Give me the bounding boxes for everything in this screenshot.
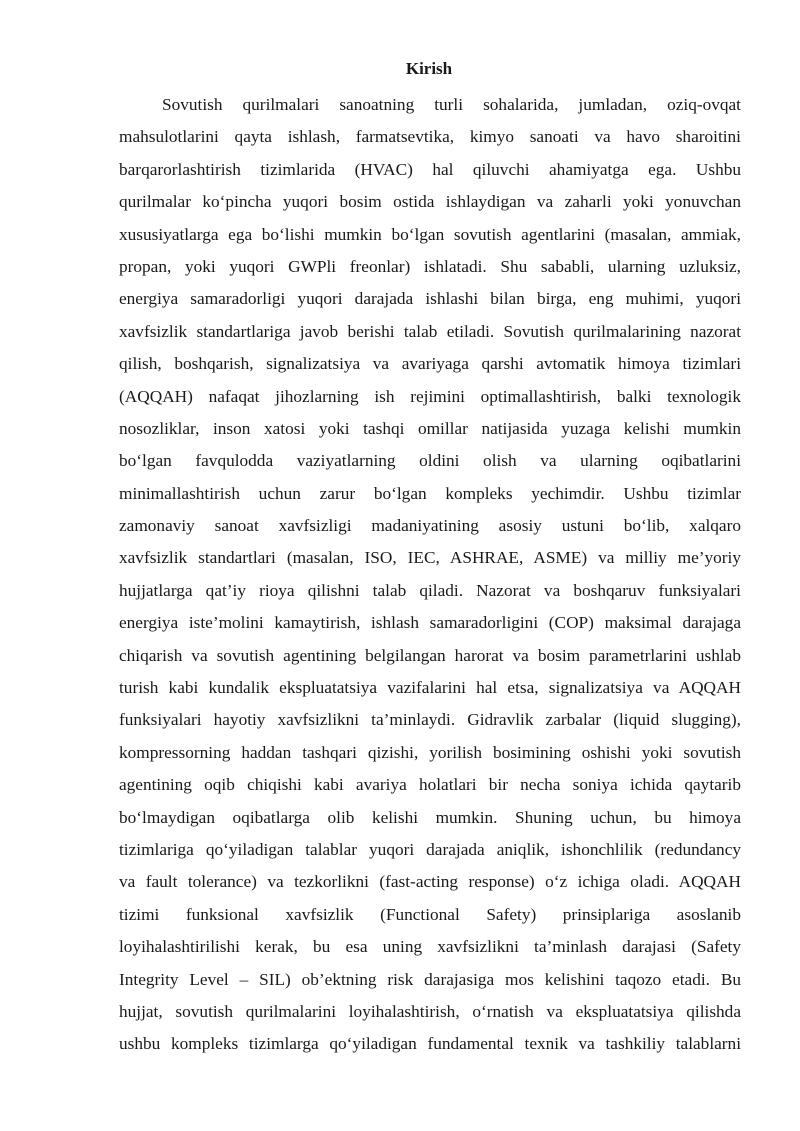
text-line: minimallashtirish uchun zarur bo‘lgan kompleks yechimdir. Ushbu tizimlar [119, 483, 741, 503]
text-line: funksiyalari hayotiy xavfsizlikni ta’minlaydi. Gidravlik zarbalar (liquid slugging), [119, 710, 741, 730]
text-line: tizimlariga qo‘yiladigan talablar yuqori darajada aniqlik, ishonchlilik (redundancy [119, 839, 741, 859]
text-line: chiqarish va sovutish agentining belgilangan harorat va bosim parametrlarini ushlab [119, 645, 741, 665]
text-line: loyihalashtirilishi kerak, bu esa uning xavfsizlikni ta’minlash darajasi (Safety [119, 937, 741, 957]
text-line: propan, yoki yuqori GWPli freonlar) ishlatadi. Shu sababli, ularning uzluksiz, [119, 256, 741, 276]
text-line: zamonaviy sanoat xavfsizligi madaniyatining asosiy ustuni bo‘lib, xalqaro [119, 516, 741, 536]
text-line: energiya iste’molini kamaytirish, ishlash samaradorligini (COP) maksimal darajaga [119, 613, 741, 633]
text-line: hujjatlarga qat’iy rioya qilishni talab qiladi. Nazorat va boshqaruv funksiyalari [119, 580, 741, 600]
text-line: barqarorlashtirish tizimlarida (HVAC) hal qiluvchi ahamiyatga ega. Ushbu [119, 159, 741, 179]
text-line: xavfsizlik standartlari (masalan, ISO, IEC, ASHRAE, ASME) va milliy me’yoriy [119, 548, 741, 568]
text-line: Integrity Level – SIL) ob’ektning risk darajasiga mos kelishini taqozo etadi. Bu [119, 969, 741, 989]
body-paragraph [119, 94, 741, 1066]
text-line: mahsulotlarini qayta ishlash, farmatsevtika, kimyo sanoati va havo sharoitini [119, 127, 741, 147]
text-line: xususiyatlarga ega bo‘lishi mumkin bo‘lgan sovutish agentlarini (masalan, ammiak, [119, 224, 741, 244]
text-line: Sovutish qurilmalari sanoatning turli sohalarida, jumladan, oziq-ovqat [162, 95, 741, 114]
text-line: (AQQAH) nafaqat jihozlarning ish rejimini optimallashtirish, balki texnologik [119, 386, 741, 406]
text-line: nosozliklar, inson xatosi yoki tashqi omillar natijasida yuzaga kelishi mumkin [119, 418, 741, 438]
text-line: bo‘lmaydigan oqibatlarga olib kelishi mumkin. Shuning uchun, bu himoya [119, 807, 741, 827]
text-line: agentining oqib chiqishi kabi avariya holatlari bir necha soniya ichida qaytarib [119, 775, 741, 795]
text-line: bo‘lgan favqulodda vaziyatlarning oldini olish va ularning oqibatlarini [119, 451, 741, 471]
text-line: kompressorning haddan tashqari qizishi, yorilish bosimining oshishi yoki sovutish [119, 742, 741, 762]
text-line: xavfsizlik standartlariga javob berishi talab etiladi. Sovutish qurilmalarining nazorat [119, 321, 741, 341]
text-line: energiya samaradorligi yuqori darajada ishlashi bilan birga, eng muhimi, yuqori [119, 289, 741, 309]
text-line: qilish, boshqarish, signalizatsiya va avariyaga qarshi avtomatik himoya tizimlari [119, 354, 741, 374]
text-line: tizimi funksional xavfsizlik (Functional Safety) prinsiplariga asoslanib [119, 904, 741, 924]
text-line: qurilmalar ko‘pincha yuqori bosim ostida ishlaydigan va zaharli yoki yonuvchan [119, 192, 741, 212]
text-line: turish kabi kundalik ekspluatatsiya vazifalarini hal etsa, signalizatsiya va AQQAH [119, 678, 741, 698]
text-line: ushbu kompleks tizimlarga qo‘yiladigan fundamental texnik va tashkiliy talablarni [119, 1034, 741, 1054]
text-line: va fault tolerance) va tezkorlikni (fast-acting response) o‘z ichiga oladi. AQQAH [119, 872, 741, 892]
page-title: Kirish [405, 59, 453, 78]
text-line: hujjat, sovutish qurilmalarini loyihalashtirish, o‘rnatish va ekspluatatsiya qilishda [119, 1001, 741, 1021]
